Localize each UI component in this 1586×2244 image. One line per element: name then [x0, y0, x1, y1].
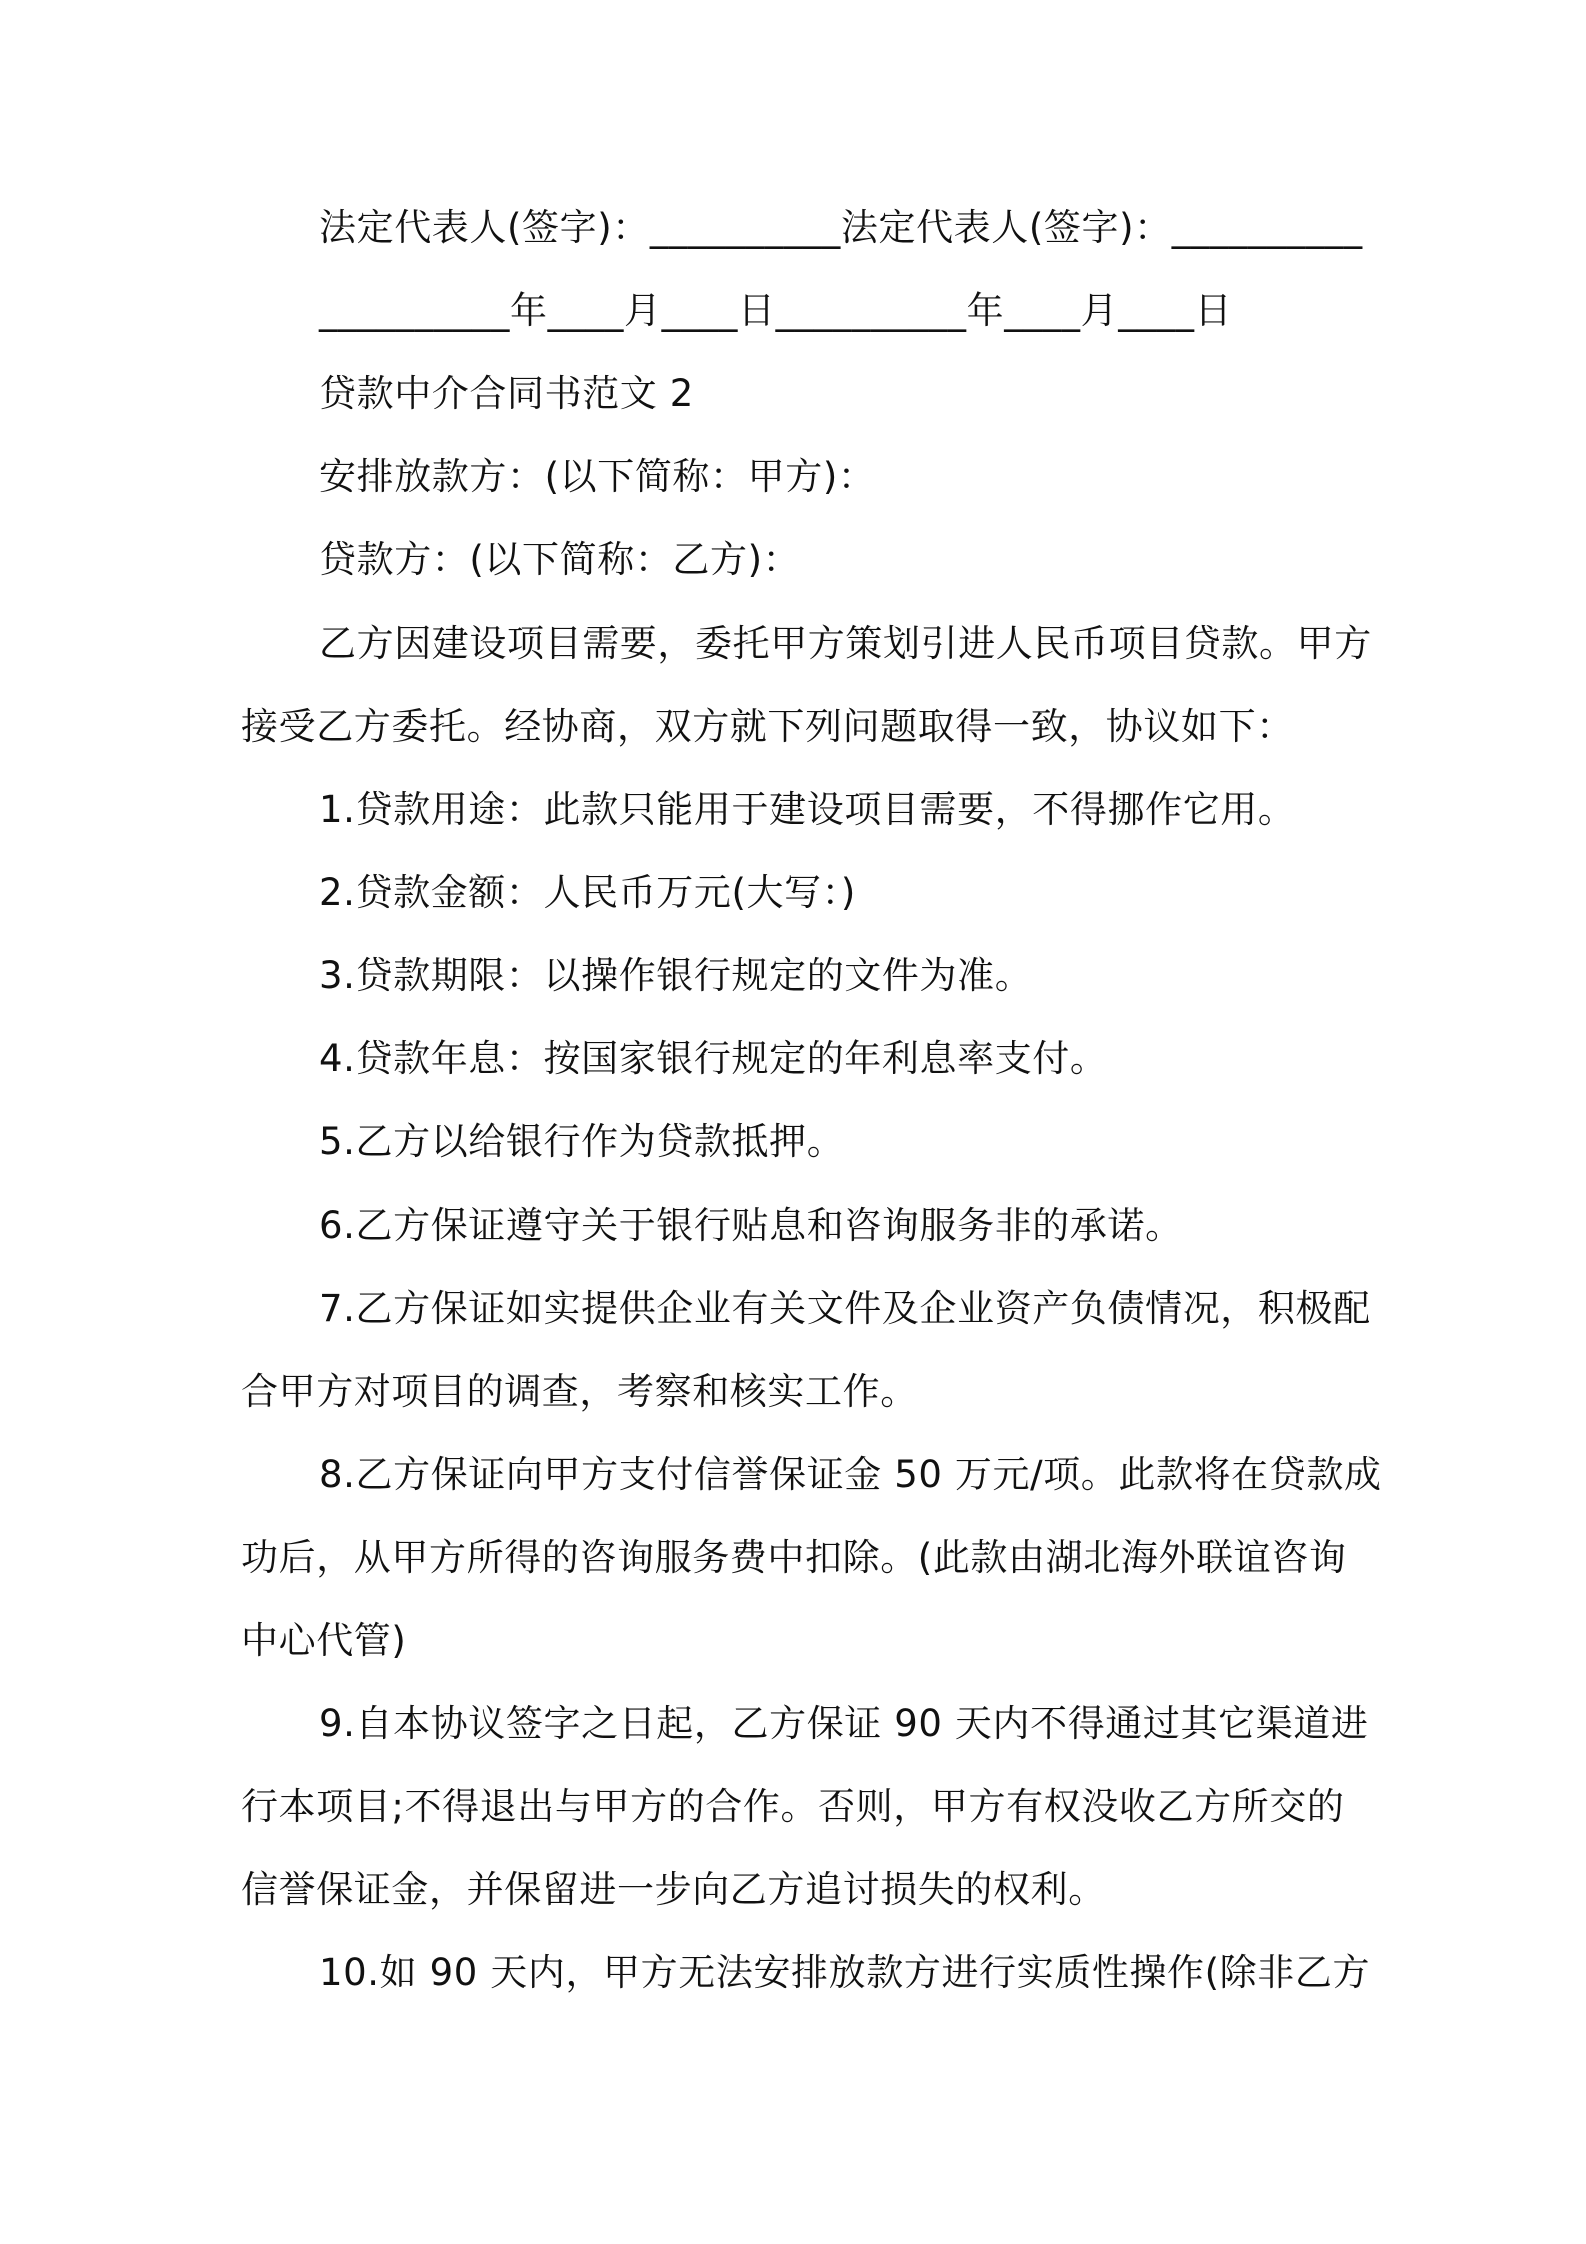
- intro-line-2: 接受乙方委托。经协商，双方就下列问题取得一致，协议如下：: [241, 705, 1294, 748]
- clause-5: 5.乙方以给银行作为贷款抵押。: [319, 1120, 845, 1163]
- clause-6: 6.乙方保证遵守关于银行贴息和咨询服务非的承诺。: [319, 1204, 1183, 1247]
- intro-line-1: 乙方因建设项目需要，委托甲方策划引进人民币项目贷款。甲方: [319, 622, 1372, 665]
- clause-1: 1.贷款用途：此款只能用于建设项目需要，不得挪作它用。: [319, 788, 1296, 831]
- party-a-line: 安排放款方：(以下简称：甲方)：: [319, 455, 876, 498]
- clause-7-line-1: 7.乙方保证如实提供企业有关文件及企业资产负债情况，积极配: [319, 1287, 1371, 1330]
- clause-2: 2.贷款金额：人民币万元(大写：): [319, 871, 856, 914]
- clause-9-line-2: 行本项目;不得退出与甲方的合作。否则，甲方有权没收乙方所交的: [241, 1785, 1345, 1828]
- clause-8-line-1: 8.乙方保证向甲方支付信誉保证金 50 万元/项。此款将在贷款成: [319, 1453, 1382, 1496]
- clause-8-line-3: 中心代管): [241, 1619, 407, 1662]
- clause-4: 4.贷款年息：按国家银行规定的年利息率支付。: [319, 1037, 1108, 1080]
- clause-8-line-2: 功后，从甲方所得的咨询服务费中扣除。(此款由湖北海外联谊咨询: [241, 1536, 1347, 1579]
- date-line: __________年____月____日__________年____月____日: [319, 289, 1233, 332]
- clause-9-line-1: 9.自本协议签字之日起，乙方保证 90 天内不得通过其它渠道进: [319, 1702, 1369, 1745]
- section-title: 贷款中介合同书范文 2: [319, 372, 694, 415]
- clause-3: 3.贷款期限：以操作银行规定的文件为准。: [319, 954, 1033, 997]
- clause-7-line-2: 合甲方对项目的调查，考察和核实工作。: [241, 1370, 918, 1413]
- party-b-line: 贷款方：(以下简称：乙方)：: [319, 538, 801, 581]
- clause-10-line-1: 10.如 90 天内，甲方无法安排放款方进行实质性操作(除非乙方: [319, 1951, 1371, 1994]
- signature-line: 法定代表人(签字)：__________法定代表人(签字)：__________: [319, 206, 1363, 249]
- clause-9-line-3: 信誉保证金，并保留进一步向乙方追讨损失的权利。: [241, 1868, 1106, 1911]
